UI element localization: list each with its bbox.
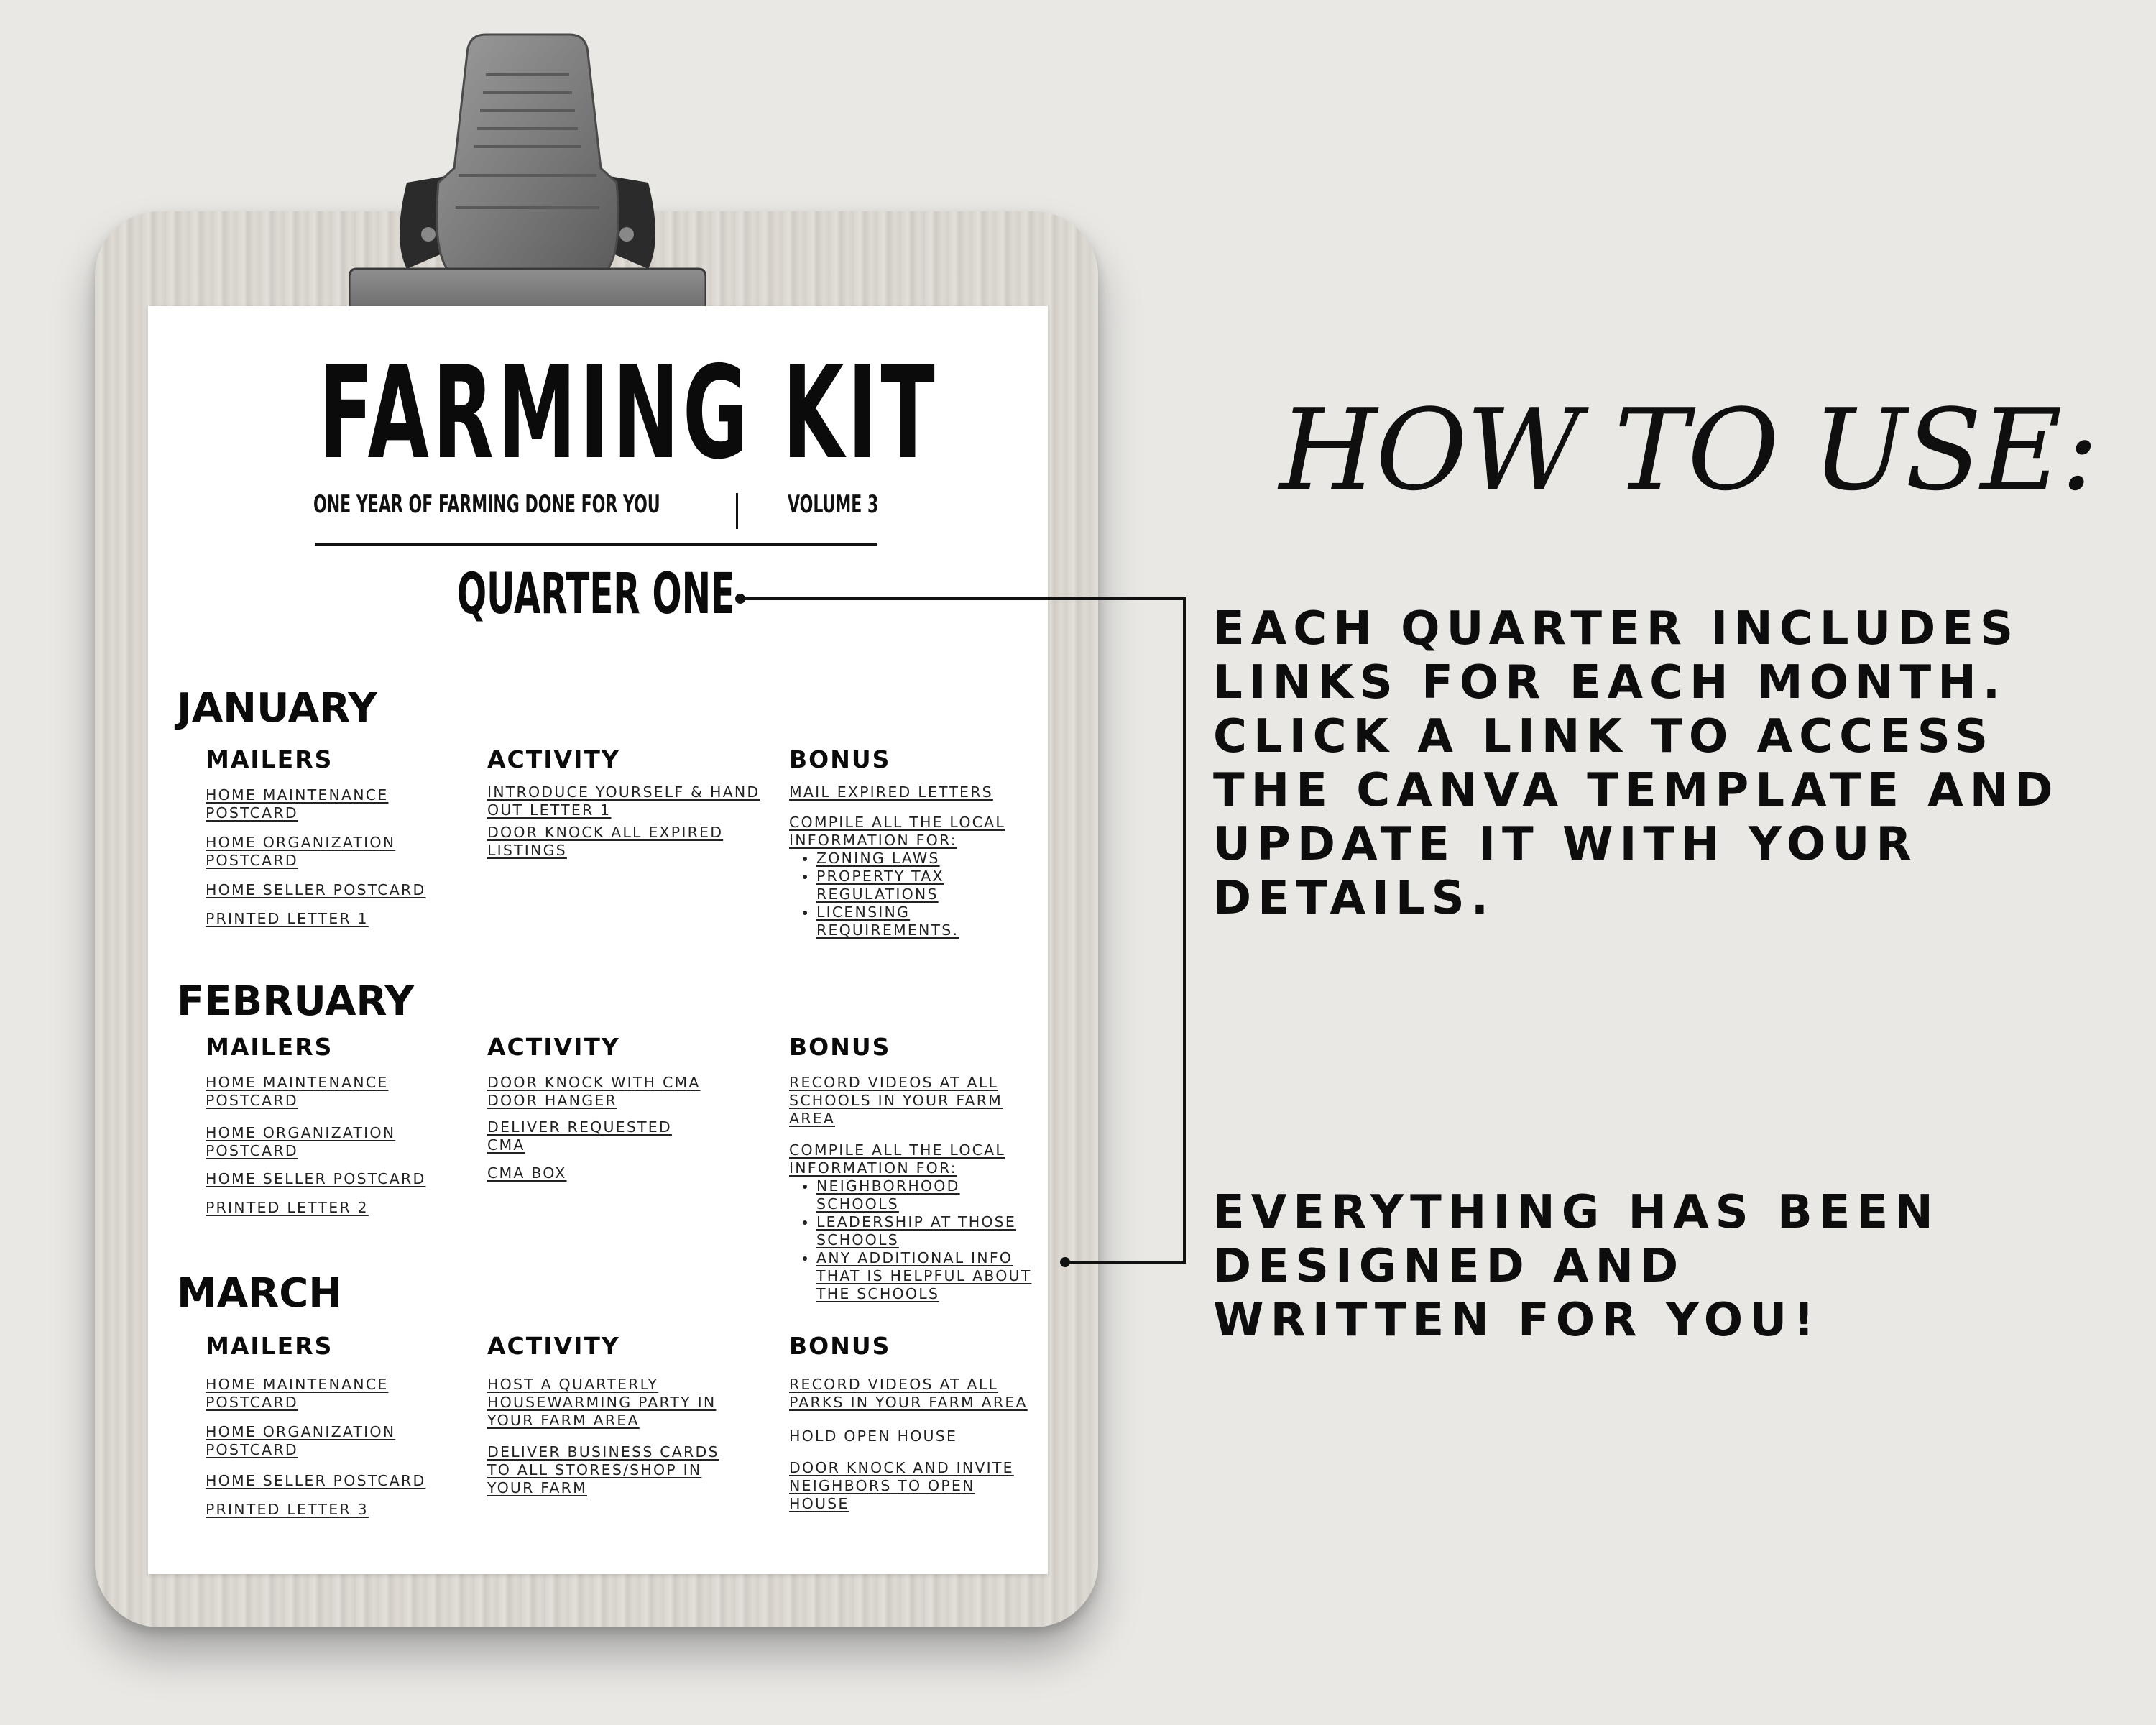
january-mailer-link[interactable]: HOME MAINTENANCE POSTCARD — [206, 786, 389, 822]
february-bonus-link[interactable]: COMPILE ALL THE LOCAL INFORMATION FOR: — [789, 1141, 1006, 1177]
how-to-use-title: HOW TO USE: — [1279, 385, 2098, 515]
february-mailer-link[interactable]: PRINTED LETTER 2 — [206, 1199, 369, 1216]
february-bonus-item[interactable]: • LEADERSHIP AT THOSE SCHOOLS — [816, 1213, 1054, 1249]
february-bonus-item[interactable]: • ANY ADDITIONAL INFO THAT IS HELPFUL ABOUT THE SCHOOLS — [816, 1249, 1054, 1303]
february-activity-link[interactable]: DELIVER REQUESTED CMA — [487, 1118, 672, 1154]
month-january: JANUARY — [177, 685, 377, 732]
january-mailer-link[interactable]: HOME ORGANIZATION POSTCARD — [206, 834, 396, 869]
january-bonus-link[interactable]: MAIL EXPIRED LETTERS — [789, 783, 993, 801]
march-activity-link[interactable]: DELIVER BUSINESS CARDS TO ALL STORES/SHOP IN YOUR FARM — [487, 1443, 719, 1496]
january-activity-link[interactable]: INTRODUCE YOURSELF & HAND OUT LETTER 1 — [487, 783, 760, 819]
march-mailer-link[interactable]: PRINTED LETTER 3 — [206, 1501, 369, 1518]
february-mailers-heading: MAILERS — [206, 1033, 333, 1061]
march-bonus-heading: BONUS — [789, 1332, 891, 1360]
instruction-quarter-links: EACH QUARTER INCLUDES LINKS FOR EACH MONTH. CLICK A LINK TO ACCESS THE CANVA TEMPLATE AND UPDATE IT WITH YOUR DETAILS. — [1213, 602, 2060, 925]
february-bonus-item[interactable]: • NEIGHBORHOOD SCHOOLS — [816, 1177, 1054, 1213]
kit-title: FARMING KIT — [318, 339, 939, 487]
january-bonus-heading: BONUS — [789, 745, 891, 773]
january-activity-heading: ACTIVITY — [487, 745, 620, 773]
february-mailer-link[interactable]: HOME ORGANIZATION POSTCARD — [206, 1124, 396, 1159]
march-activity-link[interactable]: HOST A QUARTERLY HOUSEWARMING PARTY IN YOUR FARM AREA — [487, 1376, 717, 1429]
february-activity-heading: ACTIVITY — [487, 1033, 620, 1061]
march-activity-heading: ACTIVITY — [487, 1332, 620, 1360]
january-mailer-link[interactable]: PRINTED LETTER 1 — [206, 910, 369, 927]
march-mailer-link[interactable]: HOME SELLER POSTCARD — [206, 1472, 426, 1489]
march-mailers-heading: MAILERS — [206, 1332, 333, 1360]
january-bonus-item[interactable]: • ZONING LAWS — [816, 850, 1054, 868]
february-activity-link[interactable]: DOOR KNOCK WITH CMA DOOR HANGER — [487, 1074, 701, 1109]
january-activity-link[interactable]: DOOR KNOCK ALL EXPIRED LISTINGS — [487, 824, 724, 859]
january-bonus-link[interactable]: COMPILE ALL THE LOCAL INFORMATION FOR: — [789, 814, 1006, 849]
february-activity-link[interactable]: CMA BOX — [487, 1164, 567, 1182]
january-bonus-item[interactable]: • PROPERTY TAX REGULATIONS — [816, 868, 1054, 903]
march-bonus-text: HOLD OPEN HOUSE — [789, 1427, 958, 1445]
subtitle-text: ONE YEAR OF FARMING DONE FOR YOU — [313, 490, 660, 519]
quarter-heading: QUARTER ONE — [457, 562, 735, 627]
february-bonus-heading: BONUS — [789, 1033, 891, 1061]
february-bonus-link[interactable]: RECORD VIDEOS AT ALL SCHOOLS IN YOUR FARM AREA — [789, 1074, 1003, 1127]
march-bonus-link[interactable]: RECORD VIDEOS AT ALL PARKS IN YOUR FARM AREA — [789, 1376, 1028, 1411]
february-mailer-link[interactable]: HOME SELLER POSTCARD — [206, 1170, 426, 1187]
volume-label: VOLUME 3 — [788, 490, 879, 519]
month-march: MARCH — [177, 1270, 343, 1317]
february-mailer-link[interactable]: HOME MAINTENANCE POSTCARD — [206, 1074, 389, 1109]
march-mailer-link[interactable]: HOME MAINTENANCE POSTCARD — [206, 1376, 389, 1411]
january-mailer-link[interactable]: HOME SELLER POSTCARD — [206, 881, 426, 898]
january-bonus-item[interactable]: • LICENSING REQUIREMENTS. — [816, 903, 1054, 939]
month-february: FEBRUARY — [177, 978, 415, 1025]
march-bonus-link[interactable]: DOOR KNOCK AND INVITE NEIGHBORS TO OPEN HOUSE — [789, 1459, 1014, 1512]
instruction-designed-for-you: EVERYTHING HAS BEEN DESIGNED AND WRITTEN FOR YOU! — [1213, 1186, 1940, 1347]
march-mailer-link[interactable]: HOME ORGANIZATION POSTCARD — [206, 1423, 396, 1458]
january-mailers-heading: MAILERS — [206, 745, 333, 773]
